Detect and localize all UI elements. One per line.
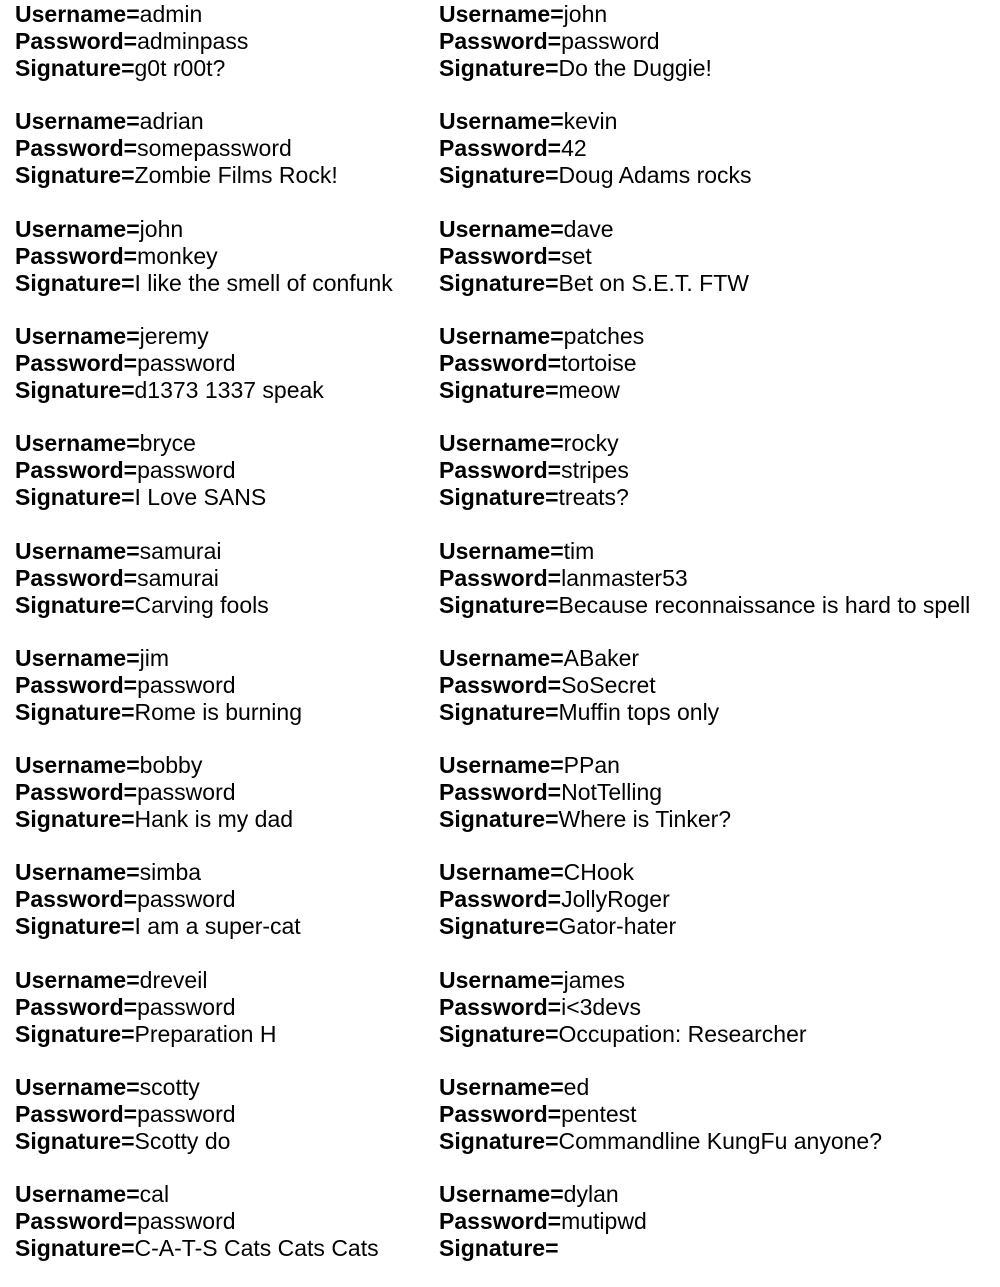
password-value: somepassword: [137, 135, 292, 162]
username-line: [439, 752, 999, 779]
signature-value: meow: [558, 376, 620, 403]
password-value: password: [137, 1208, 236, 1235]
password-value: tortoise: [561, 349, 637, 376]
signature-value: Occupation: Researcher: [558, 1020, 807, 1047]
signature-label: Signature=: [439, 913, 559, 940]
username-value: james: [563, 966, 626, 993]
username-label: Username=: [439, 966, 564, 993]
password-label: Password=: [15, 1101, 138, 1127]
account-entry: [439, 645, 999, 726]
signature-value: Gator-hater: [558, 913, 677, 940]
username-label: Username=: [439, 1, 564, 27]
signature-value: C-A-T-S Cats Cats Cats: [134, 1235, 379, 1262]
password-label: Password=: [15, 886, 138, 913]
account-entry: [439, 1181, 999, 1262]
username-label: Username=: [439, 1181, 564, 1208]
password-label: Password=: [439, 993, 562, 1020]
signature-line: [439, 377, 999, 404]
password-label: Password=: [439, 671, 562, 698]
signature-label: Signature=: [15, 1235, 135, 1262]
signature-value: Muffin tops only: [558, 698, 720, 725]
username-value: adrian: [139, 108, 204, 135]
username-label: Username=: [439, 644, 564, 671]
password-label: Password=: [439, 349, 562, 376]
signature-label: Signature=: [439, 806, 559, 833]
signature-label: Signature=: [15, 806, 135, 833]
username-label: Username=: [15, 966, 140, 993]
username-label: Username=: [15, 430, 140, 457]
signature-value: I like the smell of confunk: [134, 269, 393, 296]
account-entry: [439, 430, 999, 511]
username-value: dreveil: [139, 966, 208, 993]
signature-line: [439, 55, 999, 82]
signature-label: Signature=: [15, 591, 135, 618]
username-value: patches: [563, 322, 645, 349]
username-value: CHook: [563, 859, 634, 886]
username-line: [439, 1, 999, 28]
signature-value: Scotty do: [134, 1128, 231, 1154]
signature-label: Signature=: [15, 162, 135, 189]
password-value: password: [137, 1101, 236, 1127]
password-label: Password=: [439, 135, 562, 162]
signature-label: Signature=: [15, 913, 135, 940]
username-value: john: [563, 1, 608, 27]
account-entry: [439, 216, 999, 297]
password-label: Password=: [439, 1101, 562, 1127]
username-line: [439, 430, 999, 457]
signature-label: Signature=: [439, 484, 559, 511]
username-value: simba: [139, 859, 202, 886]
password-value: i<3devs: [561, 993, 642, 1020]
signature-label: Signature=: [439, 376, 559, 403]
account-entry: [439, 1074, 999, 1155]
signature-label: Signature=: [15, 55, 135, 81]
username-value: jeremy: [139, 322, 209, 349]
signature-value: Because reconnaissance is hard to spell: [558, 591, 971, 618]
username-label: Username=: [15, 108, 140, 135]
password-value: adminpass: [137, 28, 249, 54]
password-line: [439, 672, 999, 699]
signature-value: Do the Duggie!: [558, 55, 712, 81]
password-label: Password=: [15, 671, 138, 698]
username-line: [439, 967, 999, 994]
password-line: [439, 779, 999, 806]
username-value: dave: [563, 215, 614, 242]
password-label: Password=: [15, 1208, 138, 1235]
password-value: stripes: [561, 457, 629, 484]
username-line: [439, 1181, 999, 1208]
signature-line: [439, 592, 999, 619]
username-label: Username=: [439, 322, 564, 349]
signature-line: [439, 1235, 999, 1262]
username-line: [439, 216, 999, 243]
username-value: dylan: [563, 1181, 619, 1208]
username-value: john: [139, 215, 184, 242]
signature-line: [439, 484, 999, 511]
signature-line: [439, 162, 999, 189]
password-line: [439, 243, 999, 270]
password-value: samurai: [137, 564, 219, 591]
password-value: password: [137, 457, 236, 484]
username-line: [439, 323, 999, 350]
username-label: Username=: [439, 752, 564, 779]
signature-label: Signature=: [439, 591, 559, 618]
password-line: [439, 565, 999, 592]
signature-value: treats?: [558, 484, 629, 511]
username-label: Username=: [15, 537, 140, 564]
password-value: password: [137, 886, 236, 913]
account-entry: [439, 323, 999, 404]
signature-label: Signature=: [15, 269, 135, 296]
signature-value: Commandline KungFu anyone?: [558, 1128, 882, 1154]
password-label: Password=: [15, 457, 138, 484]
password-value: 42: [561, 135, 587, 162]
password-value: monkey: [137, 242, 218, 269]
username-label: Username=: [439, 537, 564, 564]
password-value: mutipwd: [561, 1208, 647, 1235]
username-label: Username=: [439, 859, 564, 886]
signature-value: Preparation H: [134, 1020, 277, 1047]
password-label: Password=: [15, 564, 138, 591]
password-value: password: [137, 671, 236, 698]
password-label: Password=: [15, 135, 138, 162]
username-line: [439, 538, 999, 565]
account-entry: [439, 108, 999, 189]
signature-label: Signature=: [15, 376, 135, 403]
username-line: [439, 859, 999, 886]
username-line: [439, 1074, 999, 1101]
username-label: Username=: [15, 644, 140, 671]
password-line: [439, 135, 999, 162]
username-label: Username=: [439, 108, 564, 135]
signature-label: Signature=: [439, 162, 559, 189]
username-value: scotty: [139, 1074, 200, 1100]
username-value: ABaker: [563, 644, 640, 671]
username-value: rocky: [563, 430, 619, 457]
password-label: Password=: [439, 1208, 562, 1235]
account-entry: [439, 967, 999, 1048]
signature-value: Doug Adams rocks: [558, 162, 752, 189]
signature-value: d1373 1337 speak: [134, 376, 324, 403]
username-label: Username=: [15, 1074, 140, 1100]
password-line: [439, 350, 999, 377]
username-label: Username=: [439, 215, 564, 242]
signature-line: [439, 270, 999, 297]
signature-label: Signature=: [15, 484, 135, 511]
password-label: Password=: [439, 886, 562, 913]
password-value: set: [561, 242, 592, 269]
password-value: password: [137, 349, 236, 376]
signature-line: [439, 806, 999, 833]
password-line: [439, 886, 999, 913]
signature-label: Signature=: [439, 1235, 559, 1262]
password-value: lanmaster53: [561, 564, 688, 591]
signature-line: [439, 1128, 999, 1155]
signature-line: [439, 699, 999, 726]
password-value: SoSecret: [561, 671, 656, 698]
signature-value: Zombie Films Rock!: [134, 162, 338, 189]
signature-value: I Love SANS: [134, 484, 267, 511]
password-value: JollyRoger: [561, 886, 670, 913]
password-label: Password=: [15, 242, 138, 269]
signature-label: Signature=: [15, 1128, 135, 1154]
username-label: Username=: [15, 1, 140, 27]
username-value: tim: [563, 537, 595, 564]
username-value: ed: [563, 1074, 590, 1100]
username-label: Username=: [15, 215, 140, 242]
signature-label: Signature=: [439, 1020, 559, 1047]
username-line: [439, 108, 999, 135]
username-value: samurai: [139, 537, 222, 564]
signature-label: Signature=: [439, 698, 559, 725]
username-line: [439, 645, 999, 672]
signature-value: Bet on S.E.T. FTW: [558, 269, 749, 296]
username-value: bryce: [139, 430, 196, 457]
password-value: NotTelling: [561, 779, 663, 806]
password-label: Password=: [15, 779, 138, 806]
signature-label: Signature=: [15, 1020, 135, 1047]
password-label: Password=: [439, 28, 562, 54]
signature-value: Rome is burning: [134, 698, 302, 725]
signature-label: Signature=: [439, 55, 559, 81]
password-value: password: [561, 28, 660, 54]
username-label: Username=: [15, 859, 140, 886]
password-value: password: [137, 779, 236, 806]
password-label: Password=: [15, 993, 138, 1020]
username-value: admin: [139, 1, 203, 27]
username-value: kevin: [563, 108, 618, 135]
account-entry: [439, 859, 999, 940]
password-value: pentest: [561, 1101, 637, 1127]
signature-value: I am a super-cat: [134, 913, 301, 940]
username-value: cal: [139, 1181, 170, 1208]
password-line: [439, 994, 999, 1021]
signature-line: [439, 913, 999, 940]
signature-value: Carving fools: [134, 591, 269, 618]
account-entry: [439, 752, 999, 833]
username-label: Username=: [15, 322, 140, 349]
signature-value: g0t r00t?: [134, 55, 226, 81]
password-label: Password=: [439, 564, 562, 591]
account-entry: [439, 538, 999, 619]
username-label: Username=: [15, 1181, 140, 1208]
signature-value: Hank is my dad: [134, 806, 294, 833]
password-line: [439, 1101, 999, 1128]
password-line: [439, 457, 999, 484]
signature-label: Signature=: [439, 1128, 559, 1154]
username-value: bobby: [139, 752, 203, 779]
username-label: Username=: [439, 430, 564, 457]
password-line: [439, 1208, 999, 1235]
signature-line: [439, 1021, 999, 1048]
password-label: Password=: [439, 242, 562, 269]
signature-label: Signature=: [439, 269, 559, 296]
account-entry: [439, 1, 999, 82]
signature-label: Signature=: [15, 698, 135, 725]
username-value: PPan: [563, 752, 620, 779]
password-value: password: [137, 993, 236, 1020]
password-label: Password=: [15, 28, 138, 54]
username-value: jim: [139, 644, 170, 671]
username-label: Username=: [15, 752, 140, 779]
password-label: Password=: [15, 349, 138, 376]
username-label: Username=: [439, 1074, 564, 1100]
password-label: Password=: [439, 457, 562, 484]
password-label: Password=: [439, 779, 562, 806]
signature-value: Where is Tinker?: [558, 806, 732, 833]
password-line: [439, 28, 999, 55]
